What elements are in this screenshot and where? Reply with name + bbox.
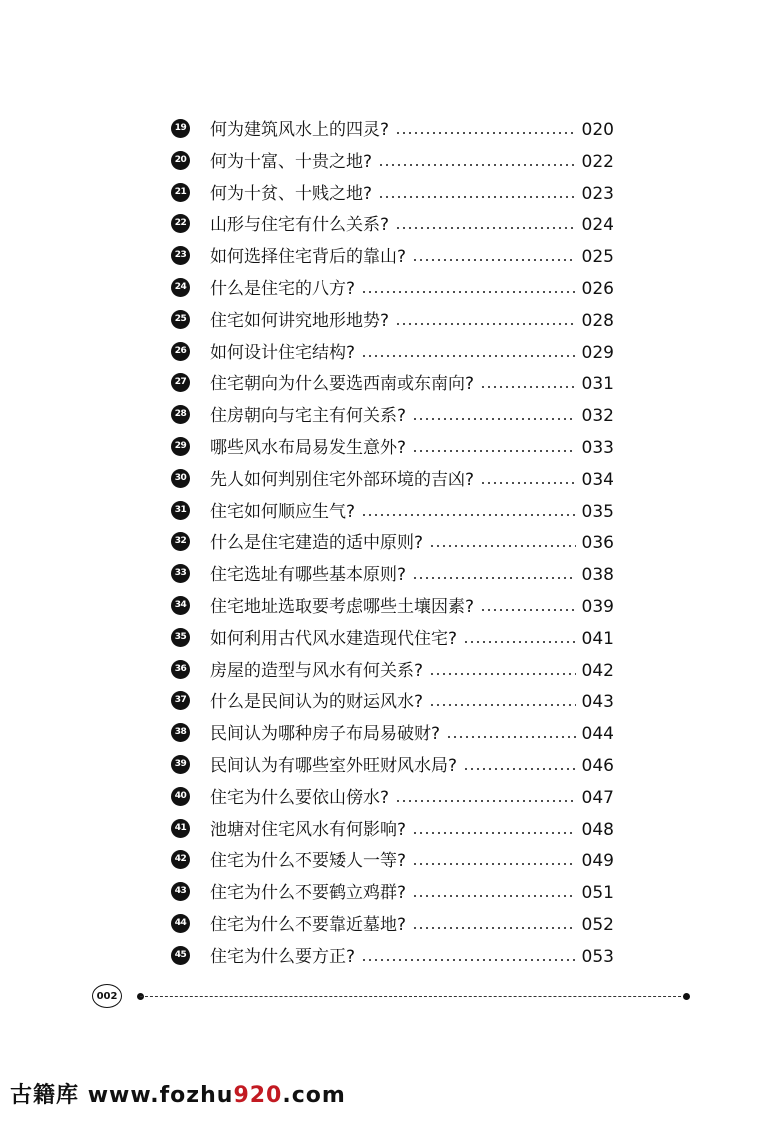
- toc-entry: [0, 336, 757, 368]
- entry-number-badge: 21: [171, 183, 190, 202]
- entry-number-badge: 37: [171, 691, 190, 710]
- entry-page-number: 048: [581, 819, 614, 840]
- dot-leader: [361, 291, 576, 293]
- entry-title: 住宅朝向为什么要选西南或东南向?: [210, 374, 475, 395]
- toc-entry: [0, 940, 757, 972]
- entry-line: [210, 118, 614, 142]
- entry-line: [210, 531, 614, 555]
- entry-page-number: 023: [581, 183, 614, 204]
- dot-leader: [378, 164, 576, 166]
- toc-entry: [0, 844, 757, 876]
- entry-title: 住宅为什么要方正?: [210, 946, 356, 967]
- entry-page-number: 031: [581, 374, 614, 395]
- entry-line: [210, 150, 614, 174]
- dot-leader: [480, 482, 576, 484]
- entry-title: 山形与住宅有什么关系?: [210, 215, 390, 236]
- entry-title: 何为十富、十贵之地?: [210, 151, 373, 172]
- dot-leader: [412, 863, 576, 865]
- entry-page-number: 053: [581, 946, 614, 967]
- entry-number-badge: 36: [171, 660, 190, 679]
- toc-entry: [0, 876, 757, 908]
- toc-entry: [0, 240, 757, 272]
- dot-leader: [412, 418, 576, 420]
- entry-title: 住宅为什么要依山傍水?: [210, 787, 390, 808]
- entry-page-number: 020: [581, 120, 614, 140]
- dot-leader: [361, 514, 576, 516]
- entry-line: [210, 849, 614, 873]
- entry-title: 如何选择住宅背后的靠山?: [210, 247, 407, 268]
- entry-title: 住房朝向与宅主有何关系?: [210, 406, 407, 427]
- dot-leader: [395, 227, 576, 229]
- entry-title: 房屋的造型与风水有何关系?: [210, 660, 424, 681]
- entry-line: [210, 404, 614, 428]
- page-footer: [92, 982, 692, 1012]
- entry-number-badge: 38: [171, 723, 190, 742]
- entry-page-number: 038: [581, 565, 614, 586]
- entry-line: [210, 372, 614, 396]
- entry-line: [210, 341, 614, 365]
- entry-page-number: 034: [581, 469, 614, 490]
- toc-entry: [0, 622, 757, 654]
- entry-line: [210, 595, 614, 619]
- dot-leader: [429, 704, 576, 706]
- watermark-site-name: 古籍库: [10, 1083, 80, 1108]
- entry-line: [210, 245, 614, 269]
- entry-title: 民间认为哪种房子布局易破财?: [210, 724, 441, 745]
- entry-line: [210, 277, 614, 301]
- entry-title: 池塘对住宅风水有何影响?: [210, 819, 407, 840]
- footer-dashed-rule: [140, 996, 686, 998]
- entry-page-number: 025: [581, 247, 614, 268]
- dot-leader: [412, 259, 576, 261]
- dot-leader: [395, 323, 576, 325]
- watermark: [10, 1078, 346, 1109]
- entry-line: [210, 182, 614, 206]
- entry-line: [210, 563, 614, 587]
- toc-entry: [0, 208, 757, 240]
- entry-title: 住宅为什么不要靠近墓地?: [210, 914, 407, 935]
- entry-page-number: 049: [581, 851, 614, 872]
- entry-page-number: 046: [581, 755, 614, 776]
- entry-line: [210, 309, 614, 333]
- entry-number-badge: 19: [171, 119, 190, 138]
- entry-title: 什么是住宅建造的适中原则?: [210, 533, 424, 554]
- footer-dot-end: [683, 993, 690, 1000]
- toc-entry: [0, 717, 757, 749]
- entry-page-number: 047: [581, 787, 614, 808]
- entry-line: [210, 659, 614, 683]
- dot-leader: [463, 768, 576, 770]
- dot-leader: [378, 196, 576, 198]
- table-of-contents: [0, 113, 757, 972]
- entry-line: [210, 722, 614, 746]
- toc-entry: [0, 654, 757, 686]
- entry-line: [210, 945, 614, 969]
- dot-leader: [429, 545, 576, 547]
- entry-title: 先人如何判别住宅外部环境的吉凶?: [210, 469, 475, 490]
- dot-leader: [429, 673, 576, 675]
- entry-title: 住宅如何顺应生气?: [210, 501, 356, 522]
- entry-number-badge: 31: [171, 501, 190, 520]
- entry-number-badge: 40: [171, 787, 190, 806]
- entry-line: [210, 754, 614, 778]
- entry-title: 什么是住宅的八方?: [210, 278, 356, 299]
- entry-number-badge: 23: [171, 246, 190, 265]
- entry-line: [210, 818, 614, 842]
- dot-leader: [395, 800, 576, 802]
- dot-leader: [361, 355, 576, 357]
- toc-entry: [0, 113, 757, 145]
- entry-page-number: 032: [581, 406, 614, 427]
- entry-number-badge: 28: [171, 405, 190, 424]
- dot-leader: [361, 959, 576, 961]
- entry-number-badge: 24: [171, 278, 190, 297]
- entry-page-number: 028: [581, 310, 614, 331]
- entry-page-number: 039: [581, 596, 614, 617]
- entry-number-badge: 45: [171, 946, 190, 965]
- entry-title: 住宅选址有哪些基本原则?: [210, 565, 407, 586]
- entry-line: [210, 500, 614, 524]
- entry-page-number: 051: [581, 883, 614, 904]
- toc-entry: [0, 177, 757, 209]
- entry-title: 住宅为什么不要矮人一等?: [210, 851, 407, 872]
- toc-entry: [0, 526, 757, 558]
- entry-title: 住宅为什么不要鹤立鸡群?: [210, 883, 407, 904]
- entry-number-badge: 25: [171, 310, 190, 329]
- entry-number-badge: 39: [171, 755, 190, 774]
- watermark-url-digits: 920: [233, 1083, 283, 1108]
- entry-title: 如何设计住宅结构?: [210, 342, 356, 363]
- entry-page-number: 024: [581, 215, 614, 236]
- entry-number-badge: 27: [171, 373, 190, 392]
- entry-page-number: 026: [581, 278, 614, 299]
- toc-entry: [0, 272, 757, 304]
- entry-page-number: 022: [581, 151, 614, 172]
- dot-leader: [480, 609, 576, 611]
- entry-number-badge: 33: [171, 564, 190, 583]
- dot-leader: [395, 132, 576, 134]
- entry-title: 住宅如何讲究地形地势?: [210, 310, 390, 331]
- entry-number-badge: 34: [171, 596, 190, 615]
- toc-entry: [0, 908, 757, 940]
- toc-entry: [0, 558, 757, 590]
- entry-title: 如何利用古代风水建造现代住宅?: [210, 628, 458, 649]
- entry-number-badge: 41: [171, 819, 190, 838]
- entry-number-badge: 26: [171, 342, 190, 361]
- entry-number-badge: 20: [171, 151, 190, 170]
- entry-page-number: 052: [581, 914, 614, 935]
- entry-page-number: 041: [581, 628, 614, 649]
- toc-entry: [0, 749, 757, 781]
- page-number-badge: 002: [92, 984, 122, 1008]
- toc-entry: [0, 304, 757, 336]
- entry-number-badge: 42: [171, 850, 190, 869]
- entry-page-number: 035: [581, 501, 614, 522]
- toc-entry: [0, 685, 757, 717]
- entry-number-badge: 35: [171, 628, 190, 647]
- dot-leader: [446, 736, 576, 738]
- entry-page-number: 043: [581, 692, 614, 713]
- entry-line: [210, 690, 614, 714]
- toc-entry: [0, 399, 757, 431]
- toc-entry: [0, 145, 757, 177]
- entry-title: 哪些风水布局易发生意外?: [210, 437, 407, 458]
- entry-number-badge: 29: [171, 437, 190, 456]
- entry-title: 民间认为有哪些室外旺财风水局?: [210, 755, 458, 776]
- entry-title: 什么是民间认为的财运风水?: [210, 692, 424, 713]
- toc-entry: [0, 367, 757, 399]
- entry-line: [210, 213, 614, 237]
- entry-number-badge: 30: [171, 469, 190, 488]
- entry-line: [210, 786, 614, 810]
- dot-leader: [412, 577, 576, 579]
- entry-page-number: 033: [581, 437, 614, 458]
- entry-line: [210, 881, 614, 905]
- entry-number-badge: 43: [171, 882, 190, 901]
- entry-line: [210, 468, 614, 492]
- watermark-url-prefix: www.fozhu: [87, 1083, 234, 1108]
- toc-entry: [0, 590, 757, 622]
- dot-leader: [412, 927, 576, 929]
- dot-leader: [480, 386, 576, 388]
- entry-page-number: 029: [581, 342, 614, 363]
- entry-line: [210, 913, 614, 937]
- entry-title: 何为十贫、十贱之地?: [210, 183, 373, 204]
- dot-leader: [412, 450, 576, 452]
- entry-page-number: 042: [581, 660, 614, 681]
- entry-title: 住宅地址选取要考虑哪些土壤因素?: [210, 596, 475, 617]
- toc-entry: [0, 495, 757, 527]
- entry-page-number: 036: [581, 533, 614, 554]
- toc-entry: [0, 781, 757, 813]
- dot-leader: [412, 832, 576, 834]
- dot-leader: [463, 641, 576, 643]
- entry-number-badge: 32: [171, 532, 190, 551]
- dot-leader: [412, 895, 576, 897]
- entry-title: 何为建筑风水上的四灵?: [210, 120, 390, 140]
- entry-line: [210, 436, 614, 460]
- toc-entry: [0, 813, 757, 845]
- toc-entry: [0, 463, 757, 495]
- entry-number-badge: 22: [171, 214, 190, 233]
- entry-page-number: 044: [581, 724, 614, 745]
- toc-entry: [0, 431, 757, 463]
- entry-number-badge: 44: [171, 914, 190, 933]
- entry-line: [210, 627, 614, 651]
- watermark-url-suffix: .com: [282, 1083, 346, 1108]
